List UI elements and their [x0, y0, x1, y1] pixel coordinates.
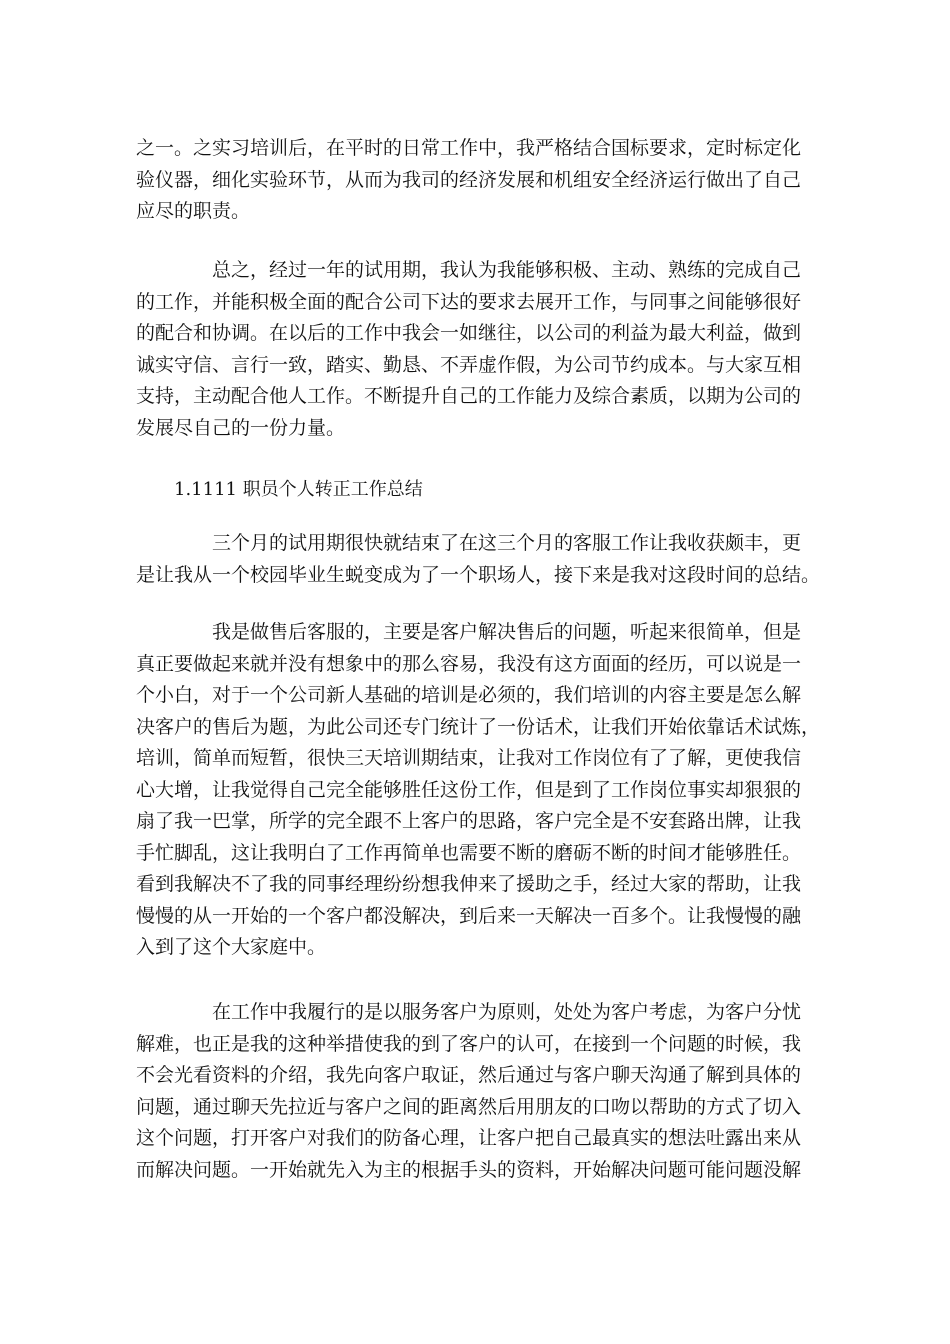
text-line: 之一。之实习培训后，在平时的日常工作中，我严格结合国标要求，定时标定化: [136, 137, 802, 159]
text-line: 不会光看资料的介绍，我先向客户取证，然后通过与客户聊天沟通了解到具体的: [136, 1064, 802, 1086]
text-line: 在工作中我履行的是以服务客户为原则，处处为客户考虑，为客户分忧: [212, 1001, 802, 1023]
text-line: 问题，通过聊天先拉近与客户之间的距离然后用朋友的口吻以帮助的方式了切入: [136, 1095, 802, 1118]
text-line: 决客户的售后为题，为此公司还专门统计了一份话术，让我们开始依靠话术试炼，: [136, 715, 821, 738]
text-line: 我是做售后客服的，主要是客户解决售后的问题，听起来很简单，但是: [212, 621, 802, 643]
text-line: 总之，经过一年的试用期，我认为我能够积极、主动、熟练的完成自己: [212, 259, 802, 281]
text-line: 培训，简单而短暂，很快三天培训期结束，让我对工作岗位有了了解，更使我信: [136, 747, 802, 769]
section-heading: 1.1111 职员个人转正工作总结: [174, 479, 423, 500]
paragraph-3: [136, 528, 826, 591]
paragraph-4: [136, 617, 826, 964]
text-line: 的配合和协调。在以后的工作中我会一如继往，以公司的利益为最大利益，做到: [136, 322, 802, 344]
text-line: 发展尽自己的一份力量。: [136, 416, 346, 439]
paragraph-5: [136, 997, 826, 1186]
text-line: 三个月的试用期很快就结束了在这三个月的客服工作让我收获颇丰，更: [212, 532, 802, 554]
text-line: 真正要做起来就并没有想象中的那么容易，我没有这方面面的经历，可以说是一: [136, 652, 802, 675]
text-line: 扇了我一巴掌，所学的完全跟不上客户的思路，客户完全是不安套路出牌，让我: [136, 810, 802, 832]
text-line: 应尽的职责。: [136, 200, 251, 222]
text-line: 的工作，并能积极全面的配合公司下达的要求去展开工作，与同事之间能够很好: [136, 290, 802, 313]
text-line: 是让我从一个校园毕业生蜕变成为了一个职场人，接下来是我对这段时间的总结。: [136, 563, 821, 586]
text-line: 心大增，让我觉得自己完全能够胜任这份工作，但是到了工作岗位事实却狠狠的: [136, 778, 802, 801]
text-line: 个小白，对于一个公司新人基础的培训是必须的，我们培训的内容主要是怎么解: [136, 684, 802, 706]
text-line: 这个问题，打开客户对我们的防备心理，让客户把自己最真实的想法吐露出来从: [136, 1127, 802, 1149]
text-line: 解难，也正是我的这种举措使我的到了客户的认可，在接到一个问题的时候，我: [136, 1032, 802, 1055]
text-line: 看到我解决不了我的同事经理纷纷想我伸来了援助之手，经过大家的帮助，让我: [136, 873, 802, 895]
paragraph-1: [136, 133, 826, 228]
text-line: 慢慢的从一开始的一个客户都没解决，到后来一天解决一百多个。让我慢慢的融: [136, 904, 802, 927]
text-line: 手忙脚乱，这让我明白了工作再简单也需要不断的磨砺不断的时间才能够胜任。: [136, 841, 802, 864]
paragraph-2: [136, 255, 826, 444]
text-line: 验仪器，细化实验环节，从而为我司的经济发展和机组安全经济运行做出了自己: [136, 168, 802, 191]
text-line: 而解决问题。一开始就先入为主的根据手头的资料，开始解决问题可能问题没解: [136, 1158, 802, 1181]
text-line: 诚实守信、言行一致，踏实、勤恳、不弄虚作假，为公司节约成本。与大家互相: [136, 353, 802, 376]
text-line: 支持，主动配合他人工作。不断提升自己的工作能力及综合素质，以期为公司的: [136, 385, 802, 407]
text-line: 入到了这个大家庭中。: [136, 936, 327, 958]
